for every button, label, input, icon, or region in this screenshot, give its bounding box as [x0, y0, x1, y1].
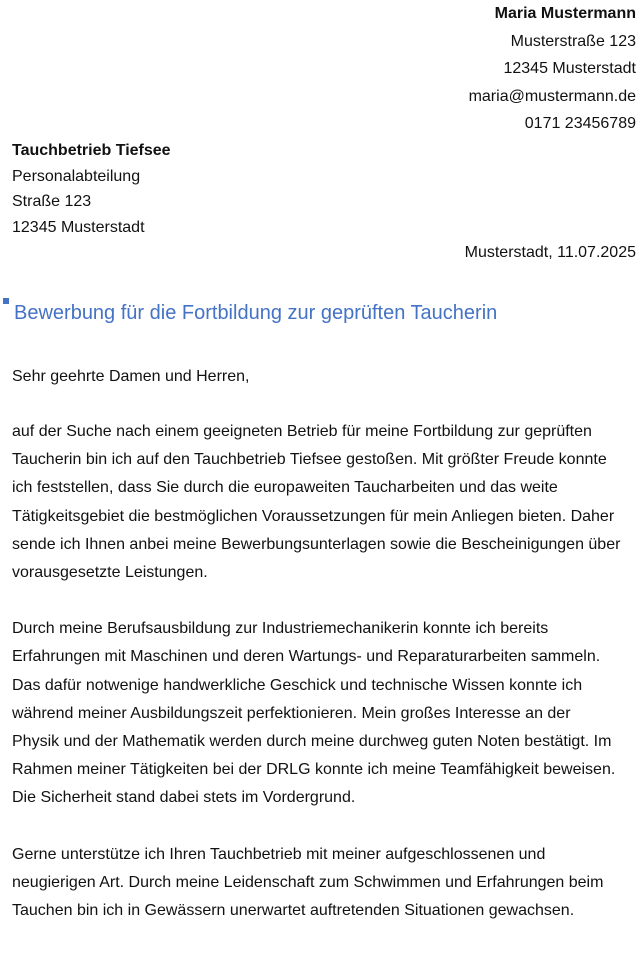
letter-body	[12, 418, 637, 953]
letter-date: Musterstadt, 11.07.2025	[464, 244, 636, 261]
body-line: Taucherin bin ich auf den Tauchbetrieb Tiefsee gestoßen. Mit größter Freude konnte	[12, 451, 607, 469]
letter-subject: Bewerbung für die Fortbildung zur geprüften Taucherin	[14, 302, 498, 324]
body-line: Rahmen meiner Tätigkeiten bei der DRLG konnte ich meine Teamfähigkeit beweisen.	[12, 761, 616, 779]
body-line: ich feststellen, dass Sie durch die europaweiten Taucharbeiten und das weite	[12, 479, 558, 497]
body-line: Die Sicherheit stand dabei stets im Vordergrund.	[12, 789, 356, 807]
salutation: Sehr geehrte Damen und Herren,	[12, 368, 250, 385]
sender-address-block	[469, 0, 636, 138]
body-line: sende ich Ihnen anbei meine Bewerbungsunterlagen sowie die Bescheinigungen über	[12, 535, 621, 553]
heading-marker-icon	[3, 298, 9, 304]
recipient-department: Personalabteilung	[12, 167, 141, 185]
body-line: während meiner Ausbildungszeit perfektionieren. Mein großes Interesse an der	[12, 704, 571, 722]
recipient-city: 12345 Musterstadt	[12, 218, 145, 236]
body-line: Erfahrungen mit Maschinen und deren Wartungs- und Reparaturarbeiten sammeln.	[12, 648, 601, 666]
sender-street: Musterstraße 123	[510, 32, 636, 50]
sender-name: Maria Mustermann	[494, 5, 636, 22]
recipient-company: Tauchbetrieb Tiefsee	[12, 142, 171, 159]
body-line: vorausgesetzte Leistungen.	[12, 564, 208, 582]
body-line: auf der Suche nach einem geeigneten Betrieb für meine Fortbildung zur geprüften	[12, 423, 592, 440]
body-line: Das dafür notwenige handwerkliche Geschick und technische Wissen konnte ich	[12, 676, 583, 694]
body-paragraph	[12, 841, 637, 926]
recipient-address-block	[12, 138, 171, 240]
body-line: Durch meine Berufsausbildung zur Industriemechanikerin konnte ich bereits	[12, 620, 549, 638]
recipient-street: Straße 123	[12, 193, 92, 210]
body-line: neugierigen Art. Durch meine Leidenschaft zum Schwimmen und Erfahrungen beim	[12, 873, 604, 891]
body-line: Gerne unterstütze ich Ihren Tauchbetrieb mit meiner aufgeschlossenen und	[12, 845, 546, 863]
sender-phone: 0171 23456789	[524, 115, 636, 132]
body-line: Tauchen bin ich in Gewässern unerwartet auftretenden Situationen gewachsen.	[12, 902, 575, 920]
sender-city: 12345 Musterstadt	[503, 60, 636, 77]
body-line: Tätigkeitsgebiet die bestmöglichen Voraussetzungen für mein Anliegen bieten. Daher	[12, 507, 615, 525]
body-paragraph	[12, 615, 637, 812]
body-line: Physik und der Mathematik werden durch meine durchweg guten Noten bestätigt. Im	[12, 733, 612, 751]
sender-email: maria@mustermann.de	[468, 87, 636, 105]
body-paragraph	[12, 418, 637, 587]
